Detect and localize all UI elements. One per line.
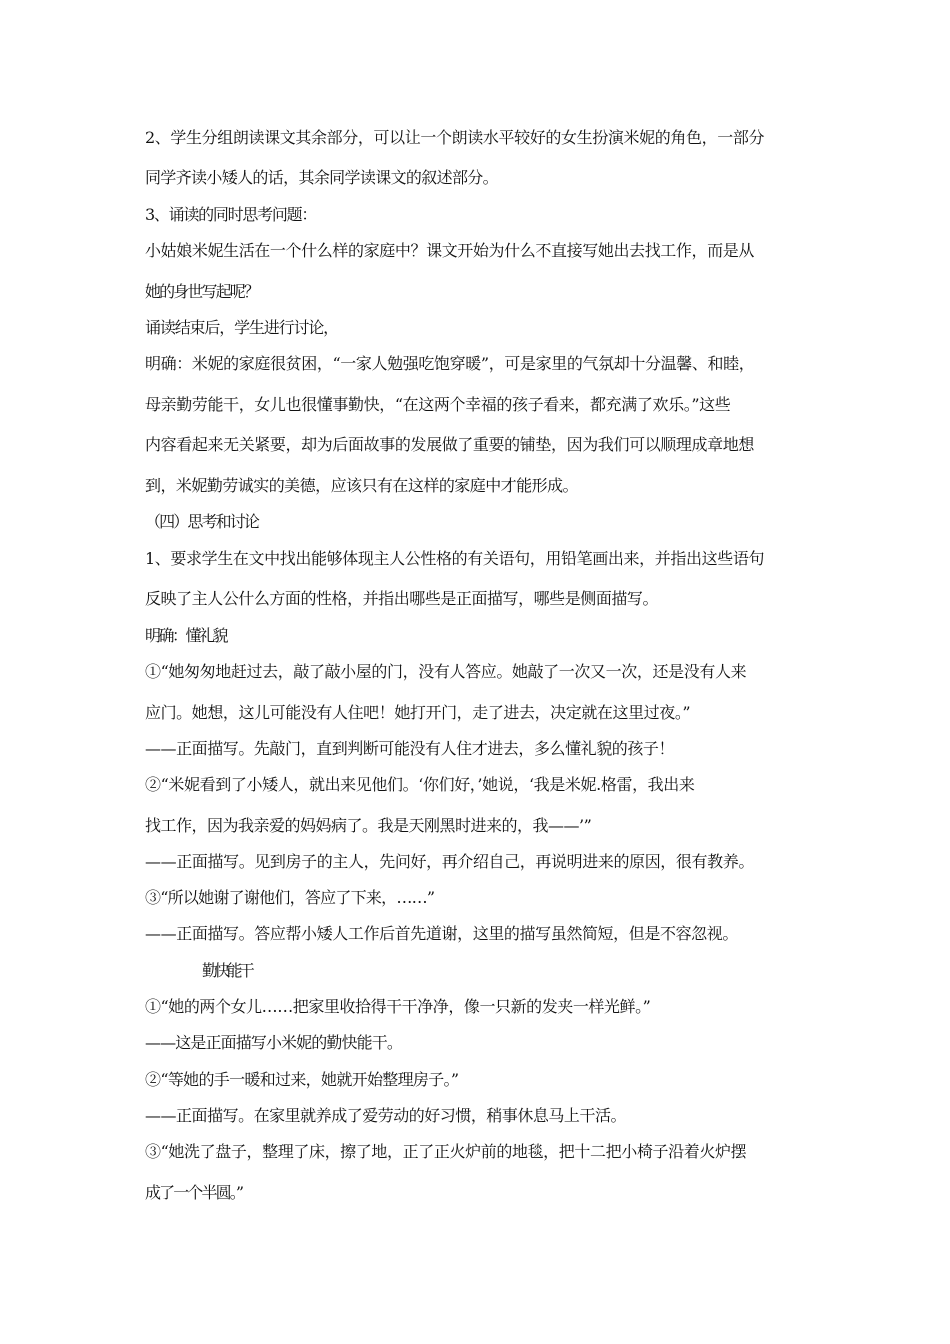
paragraph-line: ③“她洗了盘子，整理了床，擦了地，正了正火炉前的地毯，把十二把小椅子沿着火炉摆 (145, 1142, 747, 1161)
paragraph-line: 明确：米妮的家庭很贫困，“一家人勉强吃饱穿暖”，可是家里的气氛却十分温馨、和睦， (145, 354, 755, 373)
paragraph-line: 成了一个半圆。” (145, 1183, 243, 1202)
paragraph-line: 到，米妮勤劳诚实的美德，应该只有在这样的家庭中才能形成。 (145, 476, 579, 495)
paragraph-line: 诵读结束后，学生进行讨论， (145, 318, 339, 337)
paragraph-line: ②“米妮看到了小矮人，就出来见他们。‘你们好，’她说，‘我是米妮.格雷，我出来 (145, 775, 695, 794)
paragraph-line: ①“她的两个女儿……把家里收拾得干干净净，像一只新的发夹一样光鲜。” (145, 997, 651, 1016)
paragraph-line: 1、要求学生在文中找出能够体现主人公性格的有关语句，用铅笔画出来，并指出这些语句 (145, 549, 765, 568)
paragraph-line: ①“她匆匆地赶过去，敲了敲小屋的门，没有人答应。她敲了一次又一次，还是没有人来 (145, 662, 747, 681)
paragraph-line: ——正面描写。见到房子的主人，先问好，再介绍自己，再说明进来的原因，很有教养。 (145, 852, 755, 871)
paragraph-line: 她的身世写起呢？ (145, 282, 259, 301)
paragraph-line: 内容看起来无关紧要，却为后面故事的发展做了重要的铺垫，因为我们可以顺理成章地想 (145, 435, 755, 454)
paragraph-line: ——正面描写。在家里就养成了爱劳动的好习惯，稍事休息马上干活。 (145, 1106, 627, 1125)
paragraph-line: 2、学生分组朗读课文其余部分，可以让一个朗读水平较好的女生扮演米妮的角色，一部分 (145, 128, 765, 147)
paragraph-line: 找工作，因为我亲爱的妈妈病了。我是天刚黑时进来的，我——’” (145, 816, 592, 835)
paragraph-line: 明确：懂礼貌 (145, 626, 227, 645)
section-heading: （四）思考和讨论 (145, 512, 259, 531)
paragraph-line: 母亲勤劳能干，女儿也很懂事勤快，“在这两个幸福的孩子看来，都充满了欢乐。”这些 (145, 395, 731, 414)
paragraph-line: ②“等她的手一暖和过来，她就开始整理房子。” (145, 1070, 459, 1089)
paragraph-line: 3、诵读的同时思考问题： (145, 205, 317, 224)
sub-heading: 勤快能干 (202, 961, 252, 980)
paragraph-line: ——正面描写。答应帮小矮人工作后首先道谢，这里的描写虽然简短，但是不容忽视。 (145, 924, 739, 943)
paragraph-line: ——正面描写。先敲门，直到判断可能没有人住才进去，多么懂礼貌的孩子！ (145, 739, 675, 758)
paragraph-line: 应门。她想，这儿可能没有人住吧！她打开门，走了进去，决定就在这里过夜。” (145, 703, 691, 722)
paragraph-line: 小姑娘米妮生活在一个什么样的家庭中？课文开始为什么不直接写她出去找工作，而是从 (145, 241, 755, 260)
paragraph-line: 反映了主人公什么方面的性格，并指出哪些是正面描写，哪些是侧面描写。 (145, 589, 659, 608)
paragraph-line: ——这是正面描写小米妮的勤快能干。 (145, 1033, 403, 1052)
paragraph-line: 同学齐读小矮人的话，其余同学读课文的叙述部分。 (145, 168, 499, 187)
paragraph-line: ③“所以她谢了谢他们，答应了下来，……” (145, 888, 435, 907)
